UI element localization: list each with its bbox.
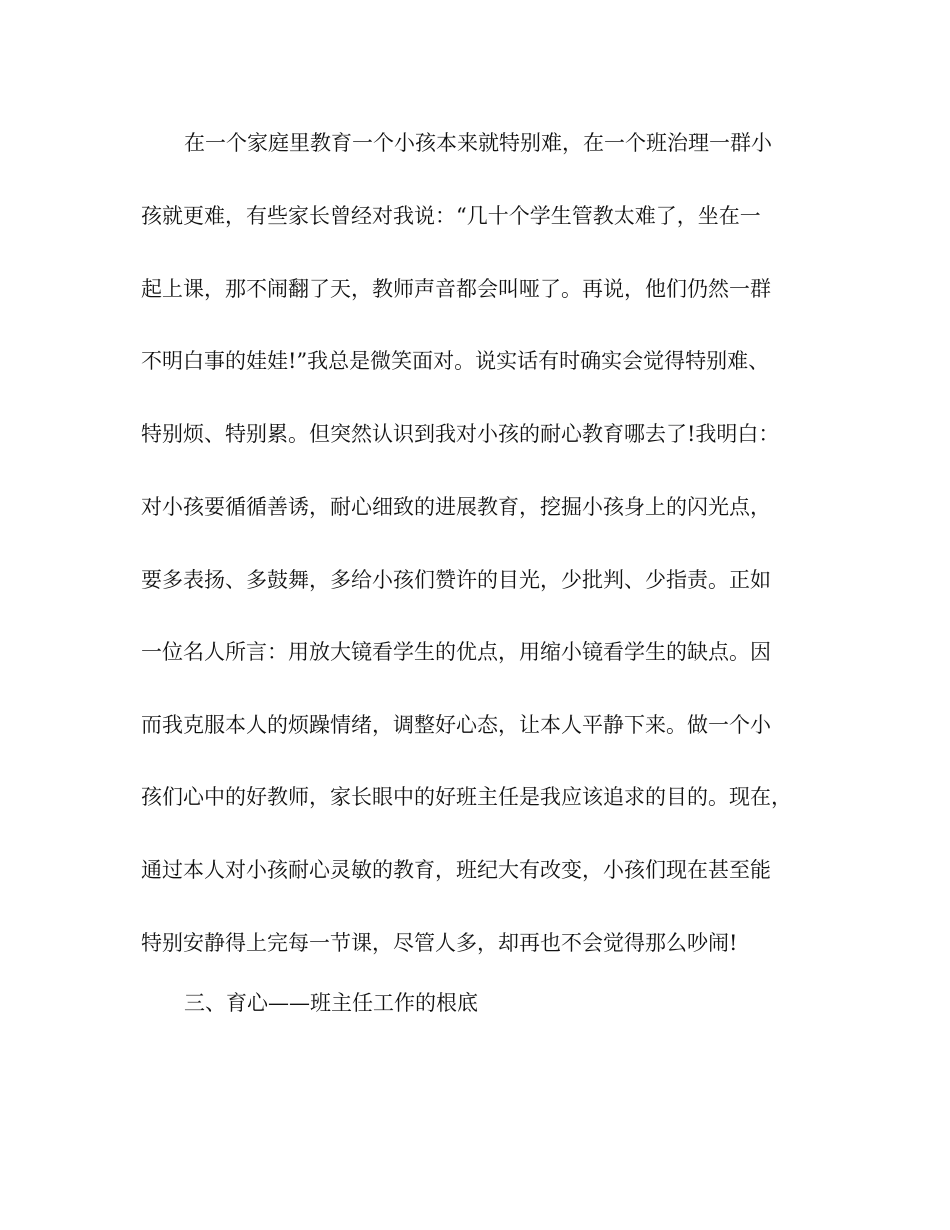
paragraph-line-12: 特别安静得上完每一节课，尽管人多，却再也不会觉得那么吵闹! xyxy=(141,931,738,955)
paragraph-line-7: 要多表扬、多鼓舞，多给小孩们赞许的目光，少批判、少指责。正如 xyxy=(141,568,771,592)
paragraph-line-8: 一位名人所言：用放大镜看学生的优点，用缩小镜看学生的缺点。因 xyxy=(141,640,771,664)
paragraph-line-1: 在一个家庭里教育一个小孩本来就特别难，在一个班治理一群小 xyxy=(184,131,772,155)
paragraph-line-9: 而我克服本人的烦躁情绪，调整好心态，让本人平静下来。做一个小 xyxy=(141,713,771,737)
paragraph-line-4: 不明白事的娃娃!”我总是微笑面对。说实话有时确实会觉得特别难、 xyxy=(141,349,770,373)
paragraph-line-2: 孩就更难，有些家长曾经对我说：“几十个学生管教太难了，坐在一 xyxy=(141,204,761,228)
paragraph-line-3: 起上课，那不闹翻了天，教师声音都会叫哑了。再说，他们仍然一群 xyxy=(141,277,771,301)
paragraph-line-6: 对小孩要循循善诱，耐心细致的进展教育，挖掘小孩身上的闪光点， xyxy=(141,495,771,519)
paragraph-line-5: 特别烦、特别累。但突然认识到我对小孩的耐心教育哪去了!我明白： xyxy=(141,422,780,446)
paragraph-line-11: 通过本人对小孩耐心灵敏的教育，班纪大有改变，小孩们现在甚至能 xyxy=(141,858,771,882)
paragraph-line-10: 孩们心中的好教师，家长眼中的好班主任是我应该追求的目的。现在， xyxy=(141,785,792,809)
section-heading: 三、育心——班主任工作的根底 xyxy=(184,991,478,1015)
